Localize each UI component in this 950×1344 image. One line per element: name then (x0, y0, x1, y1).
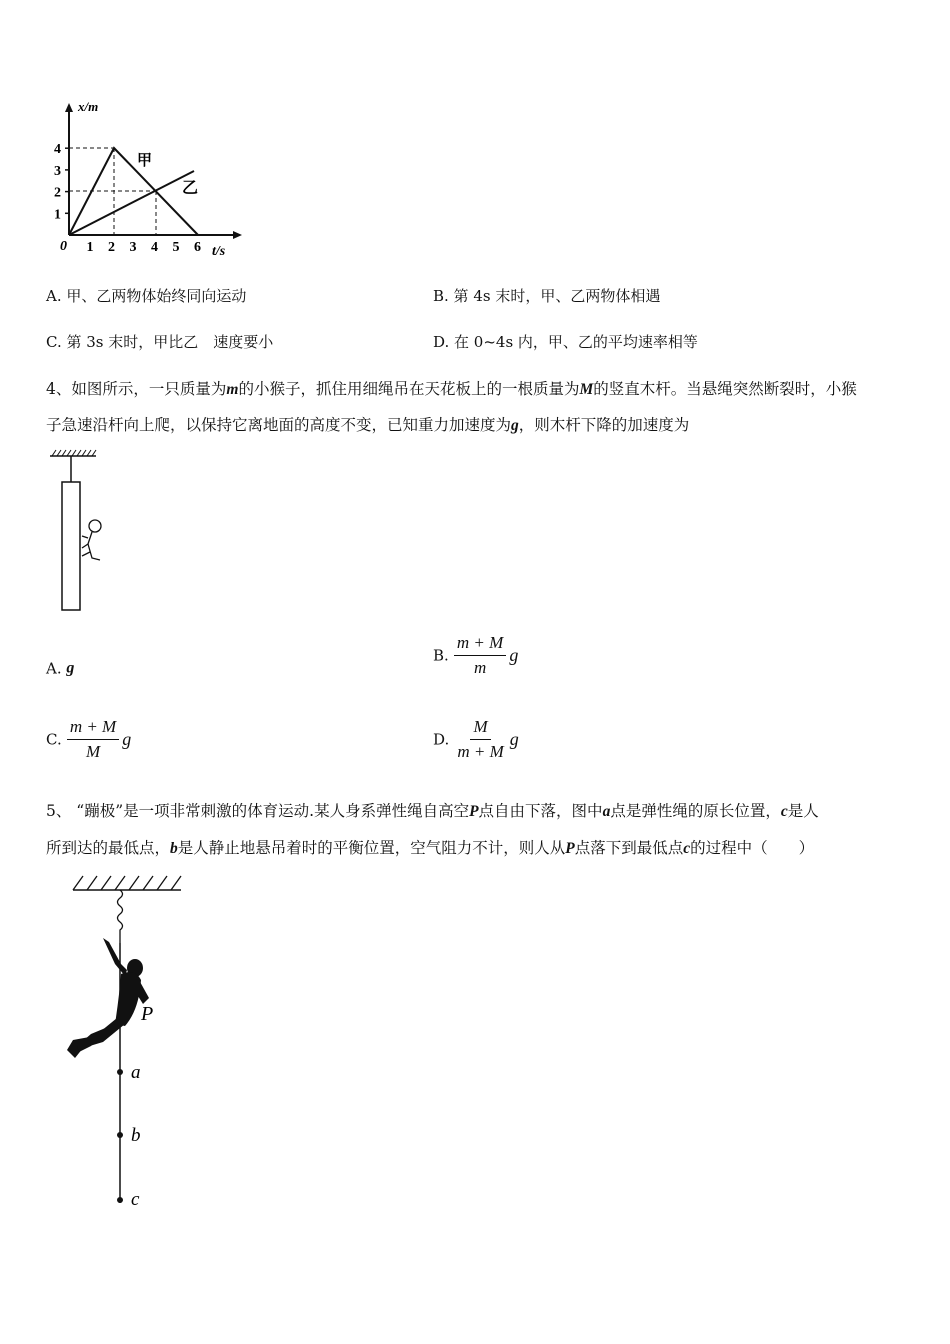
x-tick-label: 3 (129, 240, 137, 255)
q4-option-b: B. $\frac{m + M}{m}$ g (433, 633, 519, 677)
y-tick-label: 2 (54, 185, 61, 201)
q4-line-2: 子急速沿杆向上爬，以保持它离地面的高度不变，已知重力加速度为g，则木杆下降的加速度为 (46, 416, 690, 434)
line-yi (69, 171, 194, 235)
x-tick-label: 4 (151, 240, 158, 255)
q5-line-2: 所到达的最低点，b是人静止地悬吊着时的平衡位置，空气阻力不计，则人从P点落下到最低点c的过程中（ ） (46, 839, 815, 857)
x-axis-arrow (233, 231, 242, 239)
elastic-rope-coil (118, 890, 123, 943)
q3-option-c: C. 第 3s 末时，甲比乙 速度要小 (46, 333, 274, 351)
q5-line-1: 5、 “蹦极”是一项非常刺激的体育运动.某人身系弹性绳自高空P点自由下落，图中a点是弹性绳的原长位置，c是人 (46, 802, 819, 820)
y-tick-label: 4 (54, 142, 61, 158)
q4-line-1: 4、如图所示，一只质量为m的小猴子，抓住用细绳吊在天花板上的一根质量为M的竖直木杆。当悬绳突然断裂时，小猴 (46, 380, 857, 398)
q3-option-b: B. 第 4s 末时，甲、乙两物体相遇 (433, 287, 661, 305)
fraction-d: $\frac{M}{m + M}$ (457, 717, 504, 761)
label-yi: 乙 (182, 180, 199, 197)
q4-option-d: D. $\frac{M}{m + M}$ g (433, 717, 519, 761)
q3-option-d: D. 在 0~4s 内，甲、乙的平均速率相等 (433, 333, 698, 351)
y-tick-label: 3 (54, 163, 61, 179)
fraction-b: $\frac{m + M}{m}$ (454, 633, 506, 678)
q4-option-a: A. g (46, 659, 75, 678)
origin-label: 0 (60, 239, 67, 254)
ceiling-hatch (52, 450, 96, 456)
point-c (117, 1197, 123, 1203)
x-tick-label: 1 (86, 240, 94, 255)
bungee-figure (55, 868, 205, 1213)
monkey (82, 520, 101, 560)
jumper-silhouette (67, 938, 149, 1058)
label-jia: 甲 (137, 153, 153, 169)
wooden-rod (62, 482, 80, 610)
point-b (117, 1132, 123, 1138)
rod-monkey-figure (44, 448, 124, 618)
q4-option-c: C. $\frac{m + M}{M}$ g (46, 717, 132, 761)
fraction-c: $\frac{m + M}{M}$ (67, 717, 119, 762)
x-tick-label: 5 (172, 240, 180, 255)
x-axis-label: t/s (212, 244, 226, 259)
label-c: c (131, 1189, 140, 1210)
x-tick-label: 2 (108, 240, 115, 255)
y-axis-arrow (65, 103, 73, 112)
label-p: P (141, 1003, 154, 1025)
q3-option-a: A. 甲、乙两物体始终同向运动 (46, 287, 247, 305)
position-time-graph (40, 95, 250, 265)
point-a (117, 1069, 123, 1075)
label-b: b (131, 1125, 141, 1146)
x-tick-labels (87, 240, 202, 255)
y-axis-label: x/m (78, 99, 99, 114)
y-tick-label: 1 (54, 207, 61, 223)
ceiling-hatch (73, 876, 181, 890)
x-tick-label: 6 (194, 240, 201, 255)
y-tick-labels (54, 142, 69, 222)
label-a: a (131, 1062, 141, 1083)
